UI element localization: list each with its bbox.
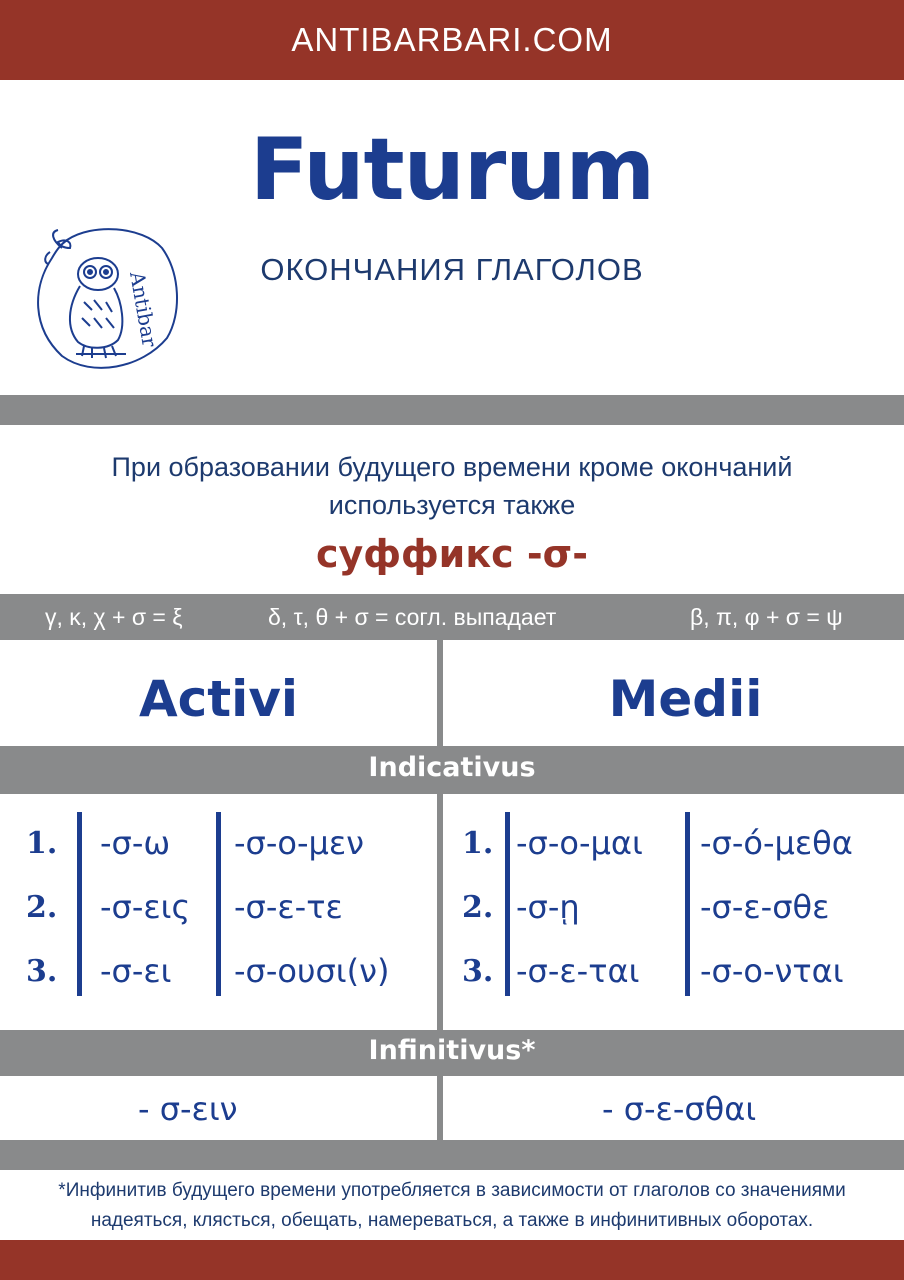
middle-pl-ending: -σ-ο-νται [700, 952, 844, 990]
suffix-highlight: суффикс -σ- [315, 532, 588, 576]
bottom-banner [0, 1240, 904, 1280]
middle-pl-ending: -σ-ό-μεθα [700, 824, 853, 862]
site-name: ANTIBARBARI.COM [291, 21, 613, 58]
page-subtitle: ОКОНЧАНИЯ ГЛАГОЛОВ [260, 252, 644, 287]
person-number: 2. [26, 890, 58, 925]
column-divider [437, 640, 443, 746]
active-sg-ending: -σ-ω [100, 824, 171, 862]
column-divider [437, 794, 443, 1030]
voice-middle-heading: Medii [608, 670, 763, 728]
infinitive-active: - σ-ειν [138, 1090, 238, 1128]
person-number: 3. [26, 954, 58, 989]
footnote-line-1: *Инфинитив будущего времени употребляется в зависимости от глаголов со значениями [58, 1180, 846, 1201]
person-number: 1. [462, 826, 494, 861]
active-pl-ending: -σ-ουσι(ν) [234, 952, 390, 990]
person-number: 2. [462, 890, 494, 925]
person-number: 3. [462, 954, 494, 989]
intro-line-1: При образовании будущего времени кроме окончаний [111, 452, 793, 482]
table-bar [216, 812, 221, 996]
voice-active-heading: Activi [138, 670, 299, 728]
footnote-line-2: надеяться, клясться, обещать, намереваться, а также в инфинитивных оборотах. [90, 1210, 814, 1231]
rule-dental: δ, τ, θ + σ = согл. выпадает [268, 604, 557, 630]
active-sg-ending: -σ-εις [100, 888, 191, 926]
person-number: 1. [26, 826, 58, 861]
middle-sg-ending: -σ-ε-ται [516, 952, 640, 990]
rule-labial: β, π, φ + σ = ψ [690, 604, 843, 630]
table-bar [77, 812, 82, 996]
rule-guttural: γ, κ, χ + σ = ξ [45, 604, 183, 630]
intro-line-2: используется также [328, 490, 576, 520]
table-bar [505, 812, 510, 996]
middle-sg-ending: -σ-ο-μαι [516, 824, 643, 862]
active-pl-ending: -σ-ο-μεν [234, 824, 365, 862]
middle-pl-ending: -σ-ε-σθε [700, 888, 830, 926]
table-bar [685, 812, 690, 996]
page-title: Futurum [249, 120, 655, 220]
indicativus-label: Indicativus [368, 752, 536, 783]
active-pl-ending: -σ-ε-τε [234, 888, 343, 926]
middle-sg-ending: -σ-ῃ [516, 888, 580, 926]
divider-band [0, 395, 904, 425]
active-sg-ending: -σ-ει [100, 952, 172, 990]
owl-coin-icon [22, 218, 184, 374]
infinitivus-label: Infinitivus* [368, 1035, 536, 1066]
column-divider [437, 1076, 443, 1140]
divider-band [0, 1140, 904, 1170]
infinitive-middle: - σ-ε-σθαι [602, 1090, 757, 1128]
logo-text: Antibar [125, 269, 162, 349]
